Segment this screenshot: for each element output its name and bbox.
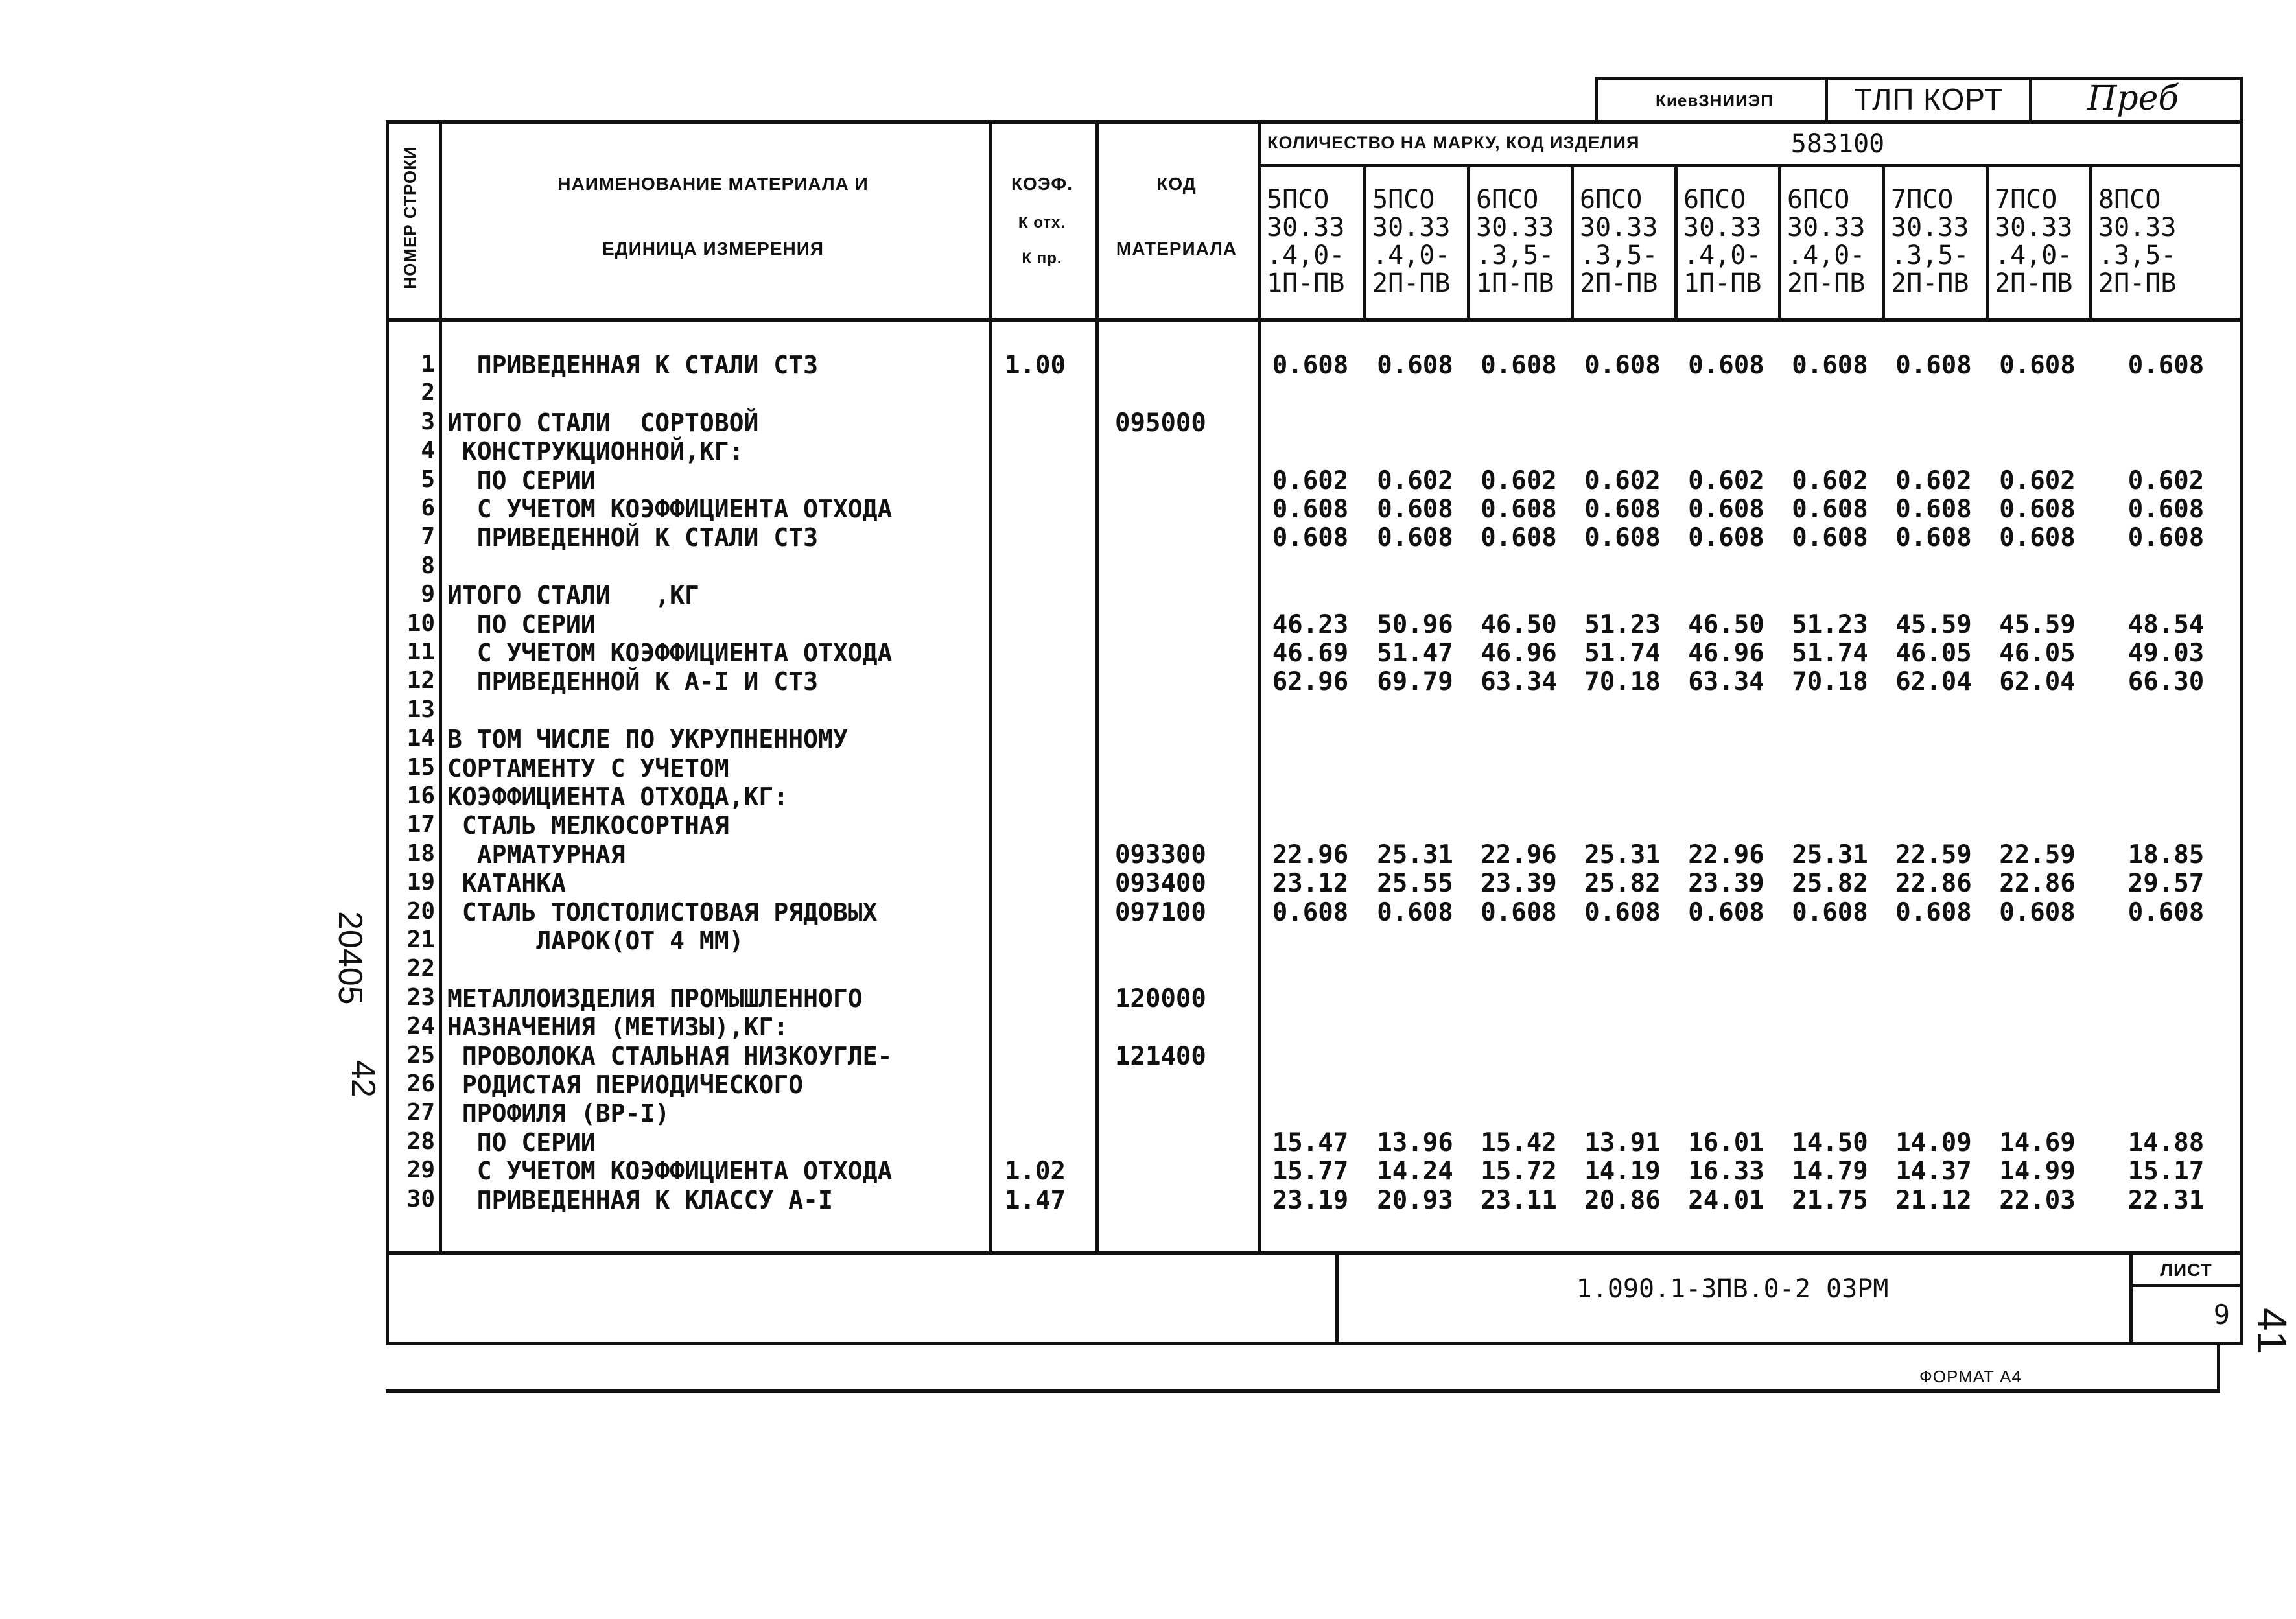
table-row bbox=[386, 869, 2243, 897]
table-row bbox=[386, 437, 2243, 466]
material-name: В ТОМ ЧИСЛЕ ПО УКРУПНЕННОМУ bbox=[447, 725, 848, 753]
material-name: ПО СЕРИИ bbox=[447, 1128, 596, 1157]
coefficient: 1.47 bbox=[1005, 1186, 1066, 1215]
material-name: АРМАТУРНАЯ bbox=[447, 840, 626, 869]
quantity-value: 0.608 bbox=[2127, 495, 2205, 524]
quantity-value: 0.608 bbox=[1377, 495, 1453, 524]
quantity-value: 23.11 bbox=[1481, 1186, 1557, 1215]
quantity-value: 0.608 bbox=[1481, 495, 1557, 524]
quantity-value: 0.608 bbox=[1999, 898, 2076, 927]
material-name: С УЧЕТОМ КОЭФФИЦИЕНТА ОТХОДА bbox=[447, 639, 893, 667]
quantity-value: 46.05 bbox=[1895, 639, 1972, 668]
row-number: 23 bbox=[406, 984, 435, 1011]
quantity-value: 18.85 bbox=[2127, 840, 2205, 869]
quantity-value: 14.24 bbox=[1377, 1157, 1453, 1186]
material-code: 093400 bbox=[1115, 869, 1206, 898]
quantity-value: 0.608 bbox=[1377, 523, 1453, 552]
material-name: НАЗНАЧЕНИЯ (МЕТИЗЫ),КГ: bbox=[447, 1013, 789, 1041]
quantity-value: 22.31 bbox=[2127, 1186, 2205, 1215]
table-row bbox=[386, 725, 2243, 753]
material-name: РОДИСТАЯ ПЕРИОДИЧЕСКОГО bbox=[447, 1070, 804, 1099]
mark-header: 6ПСО 30.33 .3,5- 2П-ПВ bbox=[1580, 185, 1658, 298]
quantity-value: 15.72 bbox=[1481, 1157, 1557, 1186]
quantity-value: 15.42 bbox=[1481, 1128, 1557, 1157]
mark-header: 7ПСО 30.33 .3,5- 2П-ПВ bbox=[1891, 185, 1969, 298]
quantity-value: 66.30 bbox=[2127, 667, 2205, 696]
quantity-value: 25.31 bbox=[1377, 840, 1453, 869]
table-row bbox=[386, 696, 2243, 725]
quantity-value: 0.602 bbox=[1584, 466, 1661, 495]
quantity-value: 14.79 bbox=[1792, 1157, 1868, 1186]
quantity-value: 14.09 bbox=[1895, 1128, 1972, 1157]
mark-header: 6ПСО 30.33 .3,5- 1П-ПВ bbox=[1476, 185, 1554, 298]
sheet-number: 9 bbox=[2213, 1299, 2230, 1330]
row-number: 22 bbox=[406, 955, 435, 982]
quantity-value: 25.31 bbox=[1792, 840, 1868, 869]
org-name: КиевЗНИИЭП bbox=[1656, 91, 1774, 110]
quantity-value: 0.608 bbox=[1688, 495, 1764, 524]
table-row bbox=[386, 783, 2243, 811]
table-row bbox=[386, 1157, 2243, 1185]
row-number: 4 bbox=[421, 437, 435, 464]
quantity-value: 22.96 bbox=[1688, 840, 1764, 869]
quantity-value: 23.12 bbox=[1272, 869, 1349, 898]
quantity-value: 51.74 bbox=[1792, 639, 1868, 668]
quantity-value: 15.17 bbox=[2127, 1157, 2205, 1186]
material-name: ПРИВЕДЕННОЙ К СТАЛИ СТЗ bbox=[447, 523, 818, 552]
row-number: 17 bbox=[406, 811, 435, 838]
quantity-value: 0.608 bbox=[1792, 495, 1868, 524]
sheet-label: ЛИСТ bbox=[2160, 1260, 2212, 1280]
table-row bbox=[386, 927, 2243, 955]
quantity-value: 0.608 bbox=[1792, 523, 1868, 552]
row-number: 2 bbox=[421, 379, 435, 406]
quantity-value: 49.03 bbox=[2127, 639, 2205, 668]
quantity-value: 0.608 bbox=[1272, 898, 1349, 927]
quantity-value: 0.602 bbox=[1481, 466, 1557, 495]
quantity-value: 29.57 bbox=[2127, 869, 2205, 898]
quantity-value: 25.82 bbox=[1792, 869, 1868, 898]
table-row bbox=[386, 754, 2243, 783]
material-header-line1: НАИМЕНОВАНИЕ МАТЕРИАЛА И bbox=[557, 174, 869, 194]
quantity-value: 21.75 bbox=[1792, 1186, 1868, 1215]
row-number: 21 bbox=[406, 927, 435, 953]
row-number: 13 bbox=[406, 696, 435, 723]
quantity-value: 14.50 bbox=[1792, 1128, 1868, 1157]
quantity-value: 0.608 bbox=[1999, 523, 2076, 552]
quantity-value: 62.04 bbox=[1895, 667, 1972, 696]
table-row bbox=[386, 984, 2243, 1013]
quantity-value: 62.04 bbox=[1999, 667, 2076, 696]
quantity-value: 15.47 bbox=[1272, 1128, 1349, 1157]
quantity-value: 45.59 bbox=[1895, 610, 1972, 639]
quantity-value: 46.96 bbox=[1688, 639, 1764, 668]
row-number: 6 bbox=[421, 495, 435, 521]
quantity-value: 0.608 bbox=[1584, 351, 1661, 380]
quantity-value: 0.602 bbox=[1377, 466, 1453, 495]
quantity-value: 46.23 bbox=[1272, 610, 1349, 639]
material-name: ПРОФИЛЯ (ВР-I) bbox=[447, 1099, 670, 1128]
quantity-value: 14.99 bbox=[1999, 1157, 2076, 1186]
right-tick bbox=[2217, 1345, 2220, 1391]
quantity-value: 22.59 bbox=[1999, 840, 2076, 869]
material-name: КАТАНКА bbox=[447, 869, 567, 897]
table-row bbox=[386, 955, 2243, 984]
table-row bbox=[386, 351, 2243, 379]
quantity-value: 14.69 bbox=[1999, 1128, 2076, 1157]
material-name: ПРИВЕДЕННАЯ К КЛАССУ А-I bbox=[447, 1186, 833, 1214]
quantity-value: 0.608 bbox=[1584, 523, 1661, 552]
table-row bbox=[386, 1186, 2243, 1214]
quantity-value: 0.602 bbox=[2127, 466, 2205, 495]
quantity-value: 0.608 bbox=[2127, 351, 2205, 380]
quantity-value: 22.86 bbox=[1999, 869, 2076, 898]
material-name: КОЭФФИЦИЕНТА ОТХОДА,КГ: bbox=[447, 783, 789, 811]
dept-name: ТЛП КОРТ bbox=[1854, 82, 2003, 116]
signature: Преб bbox=[2087, 79, 2179, 118]
table-row bbox=[386, 898, 2243, 927]
row-number: 11 bbox=[406, 639, 435, 665]
quantity-value: 15.77 bbox=[1272, 1157, 1349, 1186]
row-number: 30 bbox=[406, 1186, 435, 1212]
quantity-value: 50.96 bbox=[1377, 610, 1453, 639]
quantity-value: 0.608 bbox=[1688, 898, 1764, 927]
table-row bbox=[386, 379, 2243, 408]
quantity-value: 0.602 bbox=[1792, 466, 1868, 495]
quantity-value: 48.54 bbox=[2127, 610, 2205, 639]
quantity-value: 0.608 bbox=[1895, 898, 1972, 927]
table-row bbox=[386, 408, 2243, 437]
material-code: 121400 bbox=[1115, 1042, 1206, 1071]
quantity-value: 46.96 bbox=[1481, 639, 1557, 668]
quantity-value: 23.39 bbox=[1481, 869, 1557, 898]
quantity-value: 14.88 bbox=[2127, 1128, 2205, 1157]
quantity-value: 0.608 bbox=[1895, 523, 1972, 552]
row-number: 15 bbox=[406, 754, 435, 781]
material-name: ПРИВЕДЕННАЯ К СТАЛИ СТЗ bbox=[447, 351, 818, 379]
material-code: 097100 bbox=[1115, 898, 1206, 927]
row-number: 3 bbox=[421, 408, 435, 435]
table-row bbox=[386, 639, 2243, 667]
material-header-line2: ЕДИНИЦА ИЗМЕРЕНИЯ bbox=[602, 239, 825, 259]
quantity-value: 22.86 bbox=[1895, 869, 1972, 898]
quantity-value: 0.608 bbox=[1688, 351, 1764, 380]
code-header-line1: КОД bbox=[1156, 174, 1197, 194]
quantity-value: 22.03 bbox=[1999, 1186, 2076, 1215]
material-name: С УЧЕТОМ КОЭФФИЦИЕНТА ОТХОДА bbox=[447, 495, 893, 523]
row-number: 1 bbox=[421, 351, 435, 377]
material-name: ИТОГО СТАЛИ ,КГ bbox=[447, 581, 699, 609]
quantity-value: 0.608 bbox=[1999, 495, 2076, 524]
quantity-value: 25.55 bbox=[1377, 869, 1453, 898]
row-number: 20 bbox=[406, 898, 435, 925]
quantity-value: 22.96 bbox=[1481, 840, 1557, 869]
quantity-value: 13.91 bbox=[1584, 1128, 1661, 1157]
quantity-value: 0.608 bbox=[1792, 898, 1868, 927]
material-name: ЛАРОК(ОТ 4 ММ) bbox=[447, 927, 744, 955]
quantity-value: 0.608 bbox=[1377, 351, 1453, 380]
code-header-line2: МАТЕРИАЛА bbox=[1116, 239, 1237, 259]
quantity-value: 70.18 bbox=[1792, 667, 1868, 696]
table-row bbox=[386, 552, 2243, 581]
quantity-value: 51.23 bbox=[1584, 610, 1661, 639]
inventory-sub: 42 bbox=[344, 1060, 382, 1098]
quantity-value: 51.47 bbox=[1377, 639, 1453, 668]
mark-header: 6ПСО 30.33 .4,0- 1П-ПВ bbox=[1683, 185, 1762, 298]
material-name: ПО СЕРИИ bbox=[447, 466, 596, 495]
quantity-value: 0.608 bbox=[1272, 523, 1349, 552]
quantity-value: 0.608 bbox=[1895, 495, 1972, 524]
inventory-number: 20405 bbox=[331, 911, 369, 1005]
table-row bbox=[386, 1070, 2243, 1099]
row-number: 18 bbox=[406, 840, 435, 867]
table-row bbox=[386, 1042, 2243, 1070]
quantity-value: 0.608 bbox=[1377, 898, 1453, 927]
quantity-value: 63.34 bbox=[1481, 667, 1557, 696]
quantity-value: 0.608 bbox=[1792, 351, 1868, 380]
row-number: 27 bbox=[406, 1099, 435, 1126]
row-number: 7 bbox=[421, 523, 435, 550]
bottom-rule bbox=[386, 1389, 2220, 1393]
row-number: 19 bbox=[406, 869, 435, 895]
row-number: 26 bbox=[406, 1070, 435, 1097]
quantity-value: 13.96 bbox=[1377, 1128, 1453, 1157]
document-code: 1.090.1-3ПВ.0-2 03РМ bbox=[1576, 1274, 1889, 1304]
quantity-value: 0.602 bbox=[1999, 466, 2076, 495]
table-row bbox=[386, 581, 2243, 609]
row-number: 5 bbox=[421, 466, 435, 493]
table-row bbox=[386, 466, 2243, 495]
coef-header-line2: К отх. bbox=[1018, 214, 1066, 231]
quantity-value: 23.19 bbox=[1272, 1186, 1349, 1215]
quantity-value: 0.608 bbox=[2127, 898, 2205, 927]
quantity-value: 25.31 bbox=[1584, 840, 1661, 869]
quantity-value: 0.608 bbox=[1584, 898, 1661, 927]
quantity-value: 0.608 bbox=[1481, 523, 1557, 552]
format-label: ФОРМАТ А4 bbox=[1919, 1367, 2022, 1386]
quantity-value: 46.50 bbox=[1481, 610, 1557, 639]
row-number: 25 bbox=[406, 1042, 435, 1069]
quantity-value: 0.608 bbox=[1481, 898, 1557, 927]
table-row bbox=[386, 1099, 2243, 1128]
material-code: 120000 bbox=[1115, 984, 1206, 1013]
quantity-header: КОЛИЧЕСТВО НА МАРКУ, КОД ИЗДЕЛИЯ bbox=[1267, 133, 1640, 152]
quantity-value: 0.602 bbox=[1688, 466, 1764, 495]
quantity-value: 22.96 bbox=[1272, 840, 1349, 869]
quantity-value: 63.34 bbox=[1688, 667, 1764, 696]
quantity-value: 0.608 bbox=[1584, 495, 1661, 524]
row-number: 12 bbox=[406, 667, 435, 694]
table-row bbox=[386, 811, 2243, 840]
quantity-value: 23.39 bbox=[1688, 869, 1764, 898]
table-row bbox=[386, 1128, 2243, 1157]
mark-header: 5ПСО 30.33 .4,0- 1П-ПВ bbox=[1267, 185, 1345, 298]
quantity-value: 14.37 bbox=[1895, 1157, 1972, 1186]
material-name: ПО СЕРИИ bbox=[447, 610, 596, 639]
row-number: 8 bbox=[421, 552, 435, 579]
quantity-value: 45.59 bbox=[1999, 610, 2076, 639]
quantity-value: 20.93 bbox=[1377, 1186, 1453, 1215]
product-code: 583100 bbox=[1790, 129, 1885, 159]
title-block bbox=[1595, 77, 2243, 122]
quantity-value: 46.05 bbox=[1999, 639, 2076, 668]
material-name: ИТОГО СТАЛИ СОРТОВОЙ bbox=[447, 408, 759, 437]
material-code: 093300 bbox=[1115, 840, 1206, 869]
material-name: СТАЛЬ МЕЛКОСОРТНАЯ bbox=[447, 811, 729, 840]
quantity-value: 0.608 bbox=[1999, 351, 2076, 380]
quantity-value: 70.18 bbox=[1584, 667, 1661, 696]
quantity-value: 21.12 bbox=[1895, 1186, 1972, 1215]
quantity-value: 16.33 bbox=[1688, 1157, 1764, 1186]
quantity-value: 24.01 bbox=[1688, 1186, 1764, 1215]
quantity-value: 22.59 bbox=[1895, 840, 1972, 869]
quantity-value: 51.23 bbox=[1792, 610, 1868, 639]
mark-header: 6ПСО 30.33 .4,0- 2П-ПВ bbox=[1787, 185, 1866, 298]
row-number: 16 bbox=[406, 783, 435, 809]
quantity-value: 0.608 bbox=[1272, 495, 1349, 524]
table-row bbox=[386, 667, 2243, 696]
quantity-value: 0.608 bbox=[1688, 523, 1764, 552]
coefficient: 1.00 bbox=[1005, 351, 1066, 380]
row-number: 10 bbox=[406, 610, 435, 637]
coefficient: 1.02 bbox=[1005, 1157, 1066, 1186]
material-name: МЕТАЛЛОИЗДЕЛИЯ ПРОМЫШЛЕННОГО bbox=[447, 984, 863, 1013]
coef-header-line3: К пр. bbox=[1022, 250, 1062, 267]
table-row bbox=[386, 610, 2243, 639]
mark-header: 7ПСО 30.33 .4,0- 2П-ПВ bbox=[1995, 185, 2073, 298]
material-name: ПРОВОЛОКА СТАЛЬНАЯ НИЗКОУГЛЕ- bbox=[447, 1042, 893, 1070]
materials-table bbox=[386, 120, 2243, 1345]
row-number: 28 bbox=[406, 1128, 435, 1155]
quantity-value: 0.608 bbox=[1895, 351, 1972, 380]
material-name: ПРИВЕДЕННОЙ К А-I И СТЗ bbox=[447, 667, 818, 696]
quantity-value: 46.69 bbox=[1272, 639, 1349, 668]
material-code: 095000 bbox=[1115, 408, 1206, 438]
quantity-value: 20.86 bbox=[1584, 1186, 1661, 1215]
row-number: 9 bbox=[421, 581, 435, 608]
material-name: СТАЛЬ ТОЛСТОЛИСТОВАЯ РЯДОВЫХ bbox=[447, 898, 878, 927]
material-name: СОРТАМЕНТУ С УЧЕТОМ bbox=[447, 754, 729, 783]
quantity-value: 25.82 bbox=[1584, 869, 1661, 898]
quantity-value: 16.01 bbox=[1688, 1128, 1764, 1157]
row-number: 24 bbox=[406, 1013, 435, 1039]
quantity-value: 0.602 bbox=[1272, 466, 1349, 495]
quantity-value: 0.608 bbox=[2127, 523, 2205, 552]
quantity-value: 0.608 bbox=[1272, 351, 1349, 380]
material-name: КОНСТРУКЦИОННОЙ,КГ: bbox=[447, 437, 744, 466]
quantity-value: 0.602 bbox=[1895, 466, 1972, 495]
quantity-value: 51.74 bbox=[1584, 639, 1661, 668]
mark-header: 5ПСО 30.33 .4,0- 2П-ПВ bbox=[1372, 185, 1451, 298]
quantity-value: 46.50 bbox=[1688, 610, 1764, 639]
row-number-header: НОМЕР СТРОКИ bbox=[400, 146, 420, 289]
row-number: 14 bbox=[406, 725, 435, 751]
table-row bbox=[386, 840, 2243, 869]
coef-header-line1: КОЭФ. bbox=[1011, 174, 1073, 194]
quantity-value: 0.608 bbox=[1481, 351, 1557, 380]
mark-header: 8ПСО 30.33 .3,5- 2П-ПВ bbox=[2098, 185, 2177, 298]
page-number-right: 41 bbox=[2249, 1308, 2295, 1354]
row-number: 29 bbox=[406, 1157, 435, 1183]
table-row bbox=[386, 495, 2243, 523]
table-row bbox=[386, 1013, 2243, 1041]
quantity-value: 14.19 bbox=[1584, 1157, 1661, 1186]
table-row bbox=[386, 523, 2243, 552]
quantity-value: 62.96 bbox=[1272, 667, 1349, 696]
quantity-value: 69.79 bbox=[1377, 667, 1453, 696]
material-name: С УЧЕТОМ КОЭФФИЦИЕНТА ОТХОДА bbox=[447, 1157, 893, 1185]
